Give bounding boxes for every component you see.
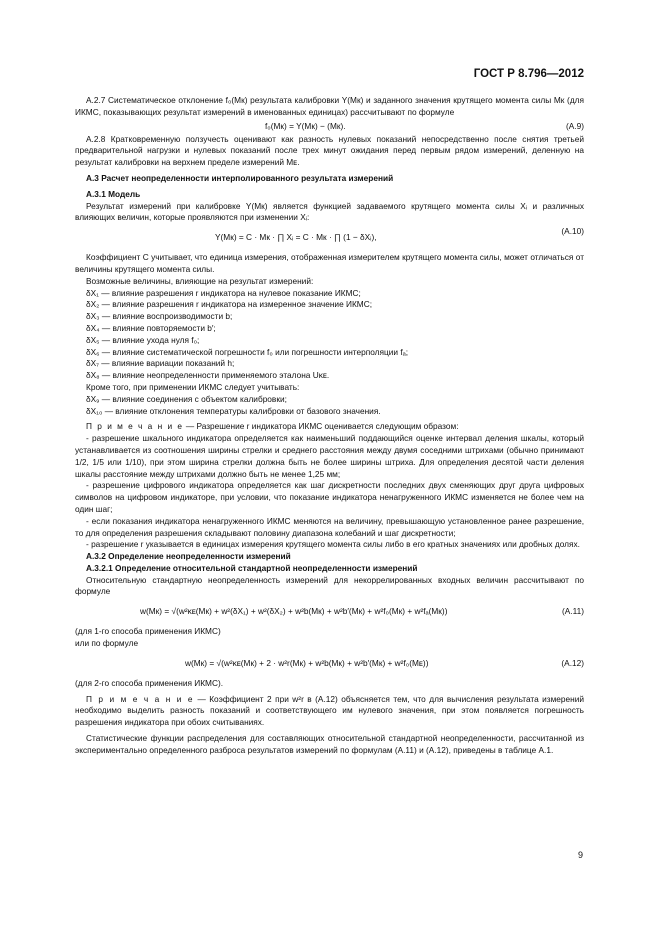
note-1 [75, 421, 584, 433]
formula-a9 [75, 119, 584, 134]
paragraph-a3-1: Результат измерений при калибровке Y(Mк) является функцией задаваемого крутящего момента силы Xᵢ и различных влияющих величин, которые проявляются при изменении Xᵢ: [75, 200, 584, 223]
formula-a11 [75, 598, 584, 626]
list-item: δX₆ — влияние систематической погрешности f₀ или погрешности интерполяции fₐ; [86, 346, 409, 357]
paragraph-a2-7: А.2.7 Систематическое отклонение f₀(Mк) результата калибровки Y(Mк) и заданного значения крутящего момента силы Mк (для ИКМС, показывающих результат измерений в именованных единицах) рассчитывают по формуле [75, 95, 584, 117]
formula-a10-text: Y(Mк) = C · Mк · ∏ Xᵢ = C · Mк · ∏ (1 − δXᵢ), [215, 232, 377, 243]
note-2-text: — Коэффициент 2 при w²r в (А.12) объясняется тем, что для вычисления результата измерений необходимо выделить разность показаний и соответствующего им нулевого значения, при этом появляется погрешность разрешения индикатора при обоих считываниях. [75, 693, 585, 728]
note-1-head: — Разрешение r индикатора ИКМС оценивается следующим образом: [185, 421, 459, 432]
or-formula: или по формуле [75, 638, 139, 649]
formula-a12-text: w(Mк) = √(w²ᴋᴇ(Mк) + 2 · w²r(Mк) + w²b(Mк) + w²b′(Mк) + w²f₀(Mᴇ)) [185, 657, 429, 668]
list-item: δX₃ — влияние воспроизводимости b; [86, 311, 233, 322]
list-item: δX₂ — влияние разрешения r индикатора на измеренное значение ИКМС; [86, 299, 372, 310]
section-a3-1-heading: А.3.1 Модель [86, 188, 141, 199]
paragraph-a3-2-1: Относительную стандартную неопределенность измерений для некоррелированных входных величин рассчитывают по формуле [75, 574, 584, 597]
document-header: ГОСТ Р 8.796—2012 [473, 68, 584, 80]
section-a3-2-1-heading: А.3.2.1 Определение относительной стандартной неопределенности измерений [86, 562, 418, 573]
note-1-label: П р и м е ч а н и е [86, 421, 184, 432]
section-a3-2-heading: А.3.2 Определение неопределенности измерений [86, 551, 291, 562]
paragraph-coefficient: Коэффициент C учитывает, что единица измерения, отображенная измерителем крутящего момента силы, может отличаться от величины крутящего момента силы. [75, 252, 584, 274]
formula-a12 [75, 650, 584, 678]
section-a3-heading: А.3 Расчет неопределенности интерполированного результата измерений [86, 172, 394, 183]
formula-a11-number: (А.11) [562, 606, 584, 617]
formula-a12-note: (для 2-го способа применения ИКМС). [75, 677, 224, 688]
formula-a12-number: (А.12) [561, 657, 584, 668]
paragraph-final: Статистические функции распределения для составляющих относительной стандартной неопределенности, рассчитанной из экспериментально определенного разброса результатов измерений по формулам (А.11) и (А.12), приведены в таблице А.1. [75, 733, 584, 755]
list-item: δX₇ — влияние вариации показаний h; [86, 358, 235, 369]
note-1-item: - разрешение r указывается в единицах измерения крутящего момента силы либо в его кратных значениях или дробных долях. [86, 539, 580, 550]
formula-a10-number: (А.10) [561, 226, 584, 237]
list-item: δX₉ — влияние соединения с объектом калибровки; [86, 393, 287, 404]
note-1-item: - разрешение цифрового индикатора определяется как шаг дискретности последних двух сменяющих друг друга цифровых символов на цифровом индикаторе, при условии, что показание индикатора ненагруженного ИКМС изменяется не более чем на один шаг; [75, 480, 584, 514]
note-1-item: - разрешение шкального индикатора определяется как наименьший поддающийся оценке интервал деления шкалы, который устанавливается из соотношения ширины стрелки и среднего расстояния между двумя соседними штрихами (обычно принимают 1/2, 1/5 или 1/10), при этом ширина стрелки должна быть не более ширины штриха. Для определения десятой части деления шкалы расстояние между штрихами должно быть не менее 1,25 мм; [75, 433, 584, 479]
list-item: δX₁ — влияние разрешения r индикатора на нулевое показание ИКМС; [86, 287, 361, 298]
note-2-label: П р и м е ч а н и е [86, 693, 194, 704]
note-2 [75, 694, 584, 729]
note-1-item: - если показания индикатора ненагруженного ИКМС меняются на величину, превышающую установленное ранее разрешение, то для определения разрешения складывают половину диапазона колебаний и шаг дискретности; [75, 515, 584, 538]
list-item: δX₄ — влияние повторяемости b′; [86, 322, 216, 333]
formula-a11-text: w(Mк) = √(w²ᴋᴇ(Mк) + w²(δX₁) + w²(δX₂) + w²b(Mк) + w²b′(Mк) + w²f₀(Mк) + w²fₐ(Mк)) [140, 606, 448, 617]
paragraph-possible: Возможные величины, влияющие на результат измерений: [86, 275, 314, 286]
list-item: δX₁₀ — влияние отклонения температуры калибровки от базового значения. [86, 405, 381, 416]
formula-a11-note: (для 1-го способа применения ИКМС) [75, 626, 221, 637]
formula-a9-text: f₀(Mк) = Y(Mк) − (Mк). [265, 120, 346, 131]
page-number: 9 [577, 850, 583, 860]
list-item: δX₅ — влияние ухода нуля f₀; [86, 334, 200, 345]
formula-a9-number: (А.9) [566, 120, 584, 131]
page-body [75, 95, 584, 757]
formula-a10 [75, 224, 584, 252]
paragraph-besides: Кроме того, при применении ИКМС следует учитывать: [86, 381, 300, 392]
paragraph-a2-8: А.2.8 Кратковременную ползучесть оценивают как разность нулевых показаний непосредственно после снятия третьей предварительной нагрузки и нулевых показаний после трех минут ожидания перед первым рядом измерений, деленную на результат калибровки на верхнем пределе измерений Mᴇ. [75, 133, 584, 168]
list-item: δX₈ — влияние неопределенности применяемого эталона Uᴋᴇ. [86, 370, 330, 381]
